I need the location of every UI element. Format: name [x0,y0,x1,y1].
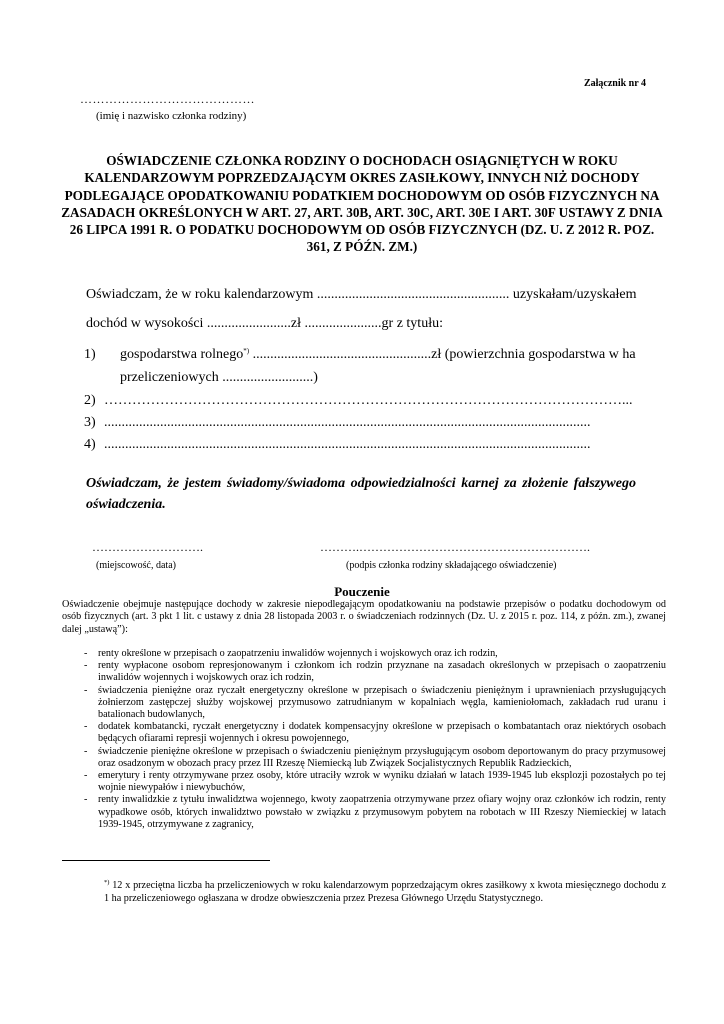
oath-statement: Oświadczam, że jestem świadomy/świadoma odpowiedzialności karnej za złożenie fałszywego [86,476,636,491]
item-1-text: gospodarstwa rolnego*) ...................................................zł (powierzchnia gospodarstwa w ha [120,347,636,362]
footnote-separator [62,860,270,861]
list-item: - świadczenia pieniężne oraz ryczałt energetyczny określone w przepisach o świadczeniu pieniężnym i uprawnieniach przysługujących żołnierzom zastępczej służby wojskowej przymusowo zatrudnianym w kopalniach węgla, kamieniołomach, zakładach rud uranu i batalionach budowlanych, [84,684,666,721]
item-number: 4) [84,437,96,452]
footnote-marker: *) [104,879,110,886]
document-title: OŚWIADCZENIE CZŁONKA RODZINY O DOCHODACH OSIĄGNIĘTYCH W ROKU KALENDARZOWYM POPRZEDZAJĄCYM OKRES ZASIŁKOWY, INNYCH NIŻ DOCHODY PODLEGAJĄCE OPODATKOWANIU PODATKIEM DOCHODOWYM OD OSÓB FIZYCZNYCH NA ZASADACH OKREŚLONYCH W ART. 27, ART. 30B, ART. 30C, ART. 30E I ART. 30F USTAWY Z DNIA 26 LIPCA 1991 R. O PODATKU DOCHODOWYM OD OSÓB FIZYCZNYCH (DZ. U. Z 2012 R. POZ. 361, Z PÓŹN. ZM.) [61,153,663,255]
footnote-marker: *) [243,347,250,355]
declaration-income-line[interactable]: dochód w wysokości ........................zł ......................gr z tytułu: [86,316,443,331]
instruction-intro: Oświadczenie obejmuje następujące dochody w zakresie niepodlegającym opodatkowaniu na podstawie przepisów o podatku dochodowym od osób fizycznych (art. 3 pkt 1 lit. c ustawy z dnia 28 listopada 2003 r. o świadczeniach rodzinnych (Dz. U. z 2015 r. poz. 114, z późn. zm.), zwanej dalej „ustawą”): [62,599,666,635]
instruction-heading: Pouczenie [334,584,390,599]
signature-field[interactable]: ……….…………………………………………………. [320,540,590,554]
list-item: - renty wypłacone osobom represjonowanym i członkom ich rodzin przyznane na zasadach określonych w przepisach o zaopatrzeniu inwalidów wojennych i wojskowych oraz ich rodzin, [84,660,666,684]
income-item-1-area[interactable]: przeliczeniowych ..........................) [120,370,318,385]
item-number: 1) [84,347,96,362]
place-date-field[interactable]: ………………………. [92,540,203,554]
signature-label: (podpis członka rodziny składającego oświadczenie) [346,560,557,571]
list-item: - świadczenie pieniężne określone w przepisach o świadczeniu pieniężnym przysługującym osobom deportowanym do pracy przymusowej oraz osadzonym w obozach pracy przez III Rzeszę Niemiecką lub Związek Socjalistycznych Republik Radzieckich, [84,745,666,769]
item-number: 2) [84,393,96,408]
oath-statement-end: oświadczenia. [86,497,166,512]
member-name-field[interactable]: …………………………………… [80,92,255,106]
declaration-year-line[interactable]: Oświadczam, że w roku kalendarzowym ....................................................... uzyskałam/uzyskałem [86,287,637,302]
list-item: - emerytury i renty otrzymywane przez osoby, które utraciły wzrok w wyniku działań w latach 1939-1945 lub eksplozji pozostałych po tej wojnie niewypałów i niewybuchów, [84,770,666,794]
income-types-list [62,648,666,831]
place-date-label: (miejscowość, data) [96,560,176,571]
list-item: - dodatek kombatancki, ryczałt energetyczny i dodatek kompensacyjny określone w przepisach o kombatantach oraz niektórych osobach będących ofiarami represji wojennych i okresu powojennego, [84,721,666,745]
item-3-dots: ........................................................................................................................................... [104,415,591,430]
list-item: - renty inwalidzkie z tytułu inwalidztwa wojennego, kwoty zaopatrzenia otrzymywane przez ofiary wojny oraz członków ich rodzin, renty wypadkowe osób, których inwalidztwo powstało w związku z przymusowym pobytem na robotach w III Rzeszy Niemieckiej w latach 1939-1945, otrzymywane z zagranicy, [84,794,666,830]
item-2-dots: …………………………………………………………………………………………………... [104,393,633,408]
attachment-number: Załącznik nr 4 [583,78,646,89]
footnote: *) 12 x przeciętna liczba ha przeliczeniowych w roku kalendarzowym poprzedzającym okres zasiłkowy x kwota miesięcznego dochodu z 1 ha przeliczeniowego ogłaszana w drodze obwieszczenia przez Prezesa Głównego Urzędu Statystycznego. [104,879,666,904]
item-number: 3) [84,415,96,430]
list-item: - renty określone w przepisach o zaopatrzeniu inwalidów wojennych i wojskowych oraz ich rodzin, [84,648,498,659]
item-4-dots: ........................................................................................................................................... [104,437,591,452]
member-name-label: (imię i nazwisko członka rodziny) [96,110,247,122]
